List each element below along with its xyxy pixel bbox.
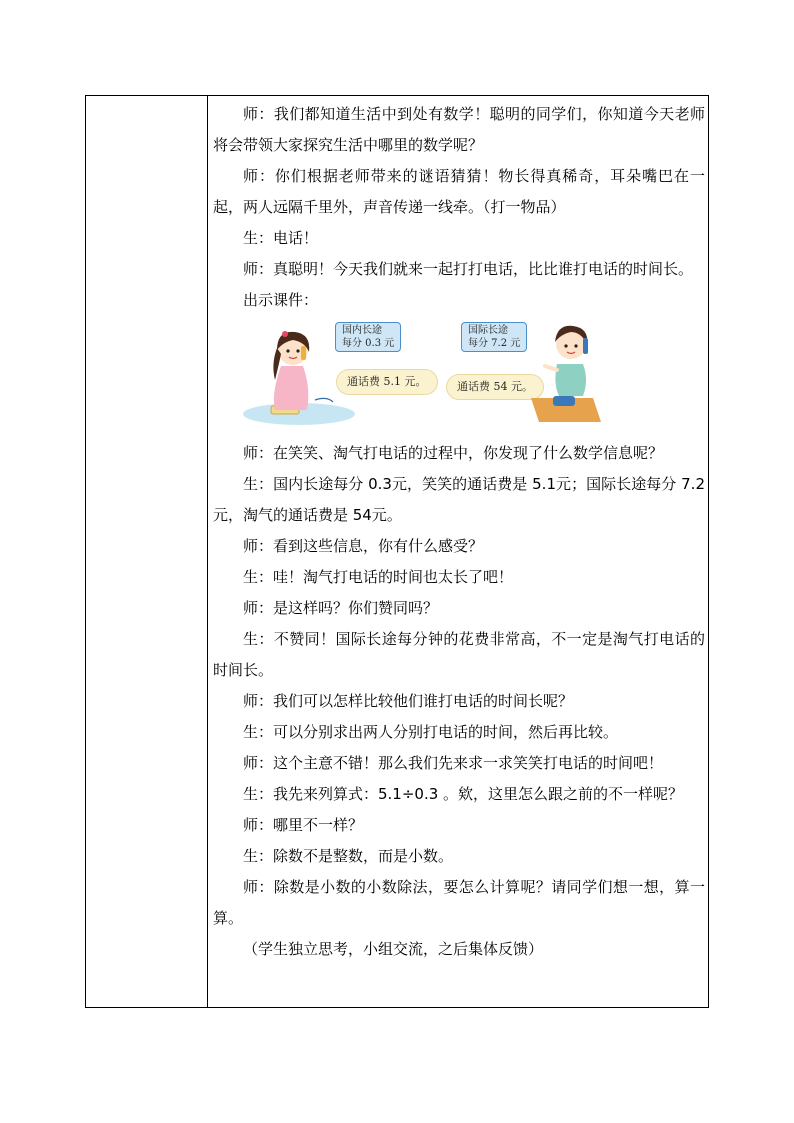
bubble-line: 国际长途	[468, 325, 508, 336]
paragraph: 师：真聪明！今天我们就来一起打打电话，比比谁打电话的时间长。	[243, 260, 694, 278]
paragraph: （学生独立思考，小组交流，之后集体反馈）	[243, 940, 544, 958]
lesson-table	[85, 95, 709, 1008]
bubble-line: 每分 7.2 元	[468, 338, 521, 349]
international-rate-bubble	[461, 322, 527, 352]
left-speech-bubble: 通话费 5.1 元。	[337, 370, 437, 394]
paragraph: 师：你们根据老师带来的谜语猜猜！物长得真稀奇，耳朵嘴巴在一起，两人远隔千里外，声音传递一线牵。（打一物品）	[213, 167, 705, 216]
paragraph: 师：在笑笑、淘气打电话的过程中，你发现了什么数学信息呢？	[243, 444, 664, 462]
paragraph: 生：可以分别求出两人分别打电话的时间，然后再比较。	[243, 723, 619, 741]
paragraph: 生：不赞同！国际长途每分钟的花费非常高，不一定是淘气打电话的时间长。	[213, 630, 705, 679]
boy-on-phone-illustration	[527, 318, 605, 430]
paragraph: 师：我们可以怎样比较他们谁打电话的时间长呢？	[243, 692, 574, 710]
paragraph: 生：除数不是整数，而是小数。	[243, 847, 454, 865]
paragraph: 师：哪里不一样？	[243, 816, 364, 834]
paragraph: 师：这个主意不错！那么我们先来求一求笑笑打电话的时间吧！	[243, 754, 664, 772]
column-divider	[207, 96, 208, 1007]
paragraph: 生：哇！淘气打电话的时间也太长了吧！	[243, 568, 514, 586]
paragraph: 师：是这样吗？你们赞同吗？	[243, 599, 439, 617]
paragraph: 师：看到这些信息，你有什么感受？	[243, 537, 484, 555]
paragraph: 出示课件：	[243, 291, 319, 309]
bubble-line: 每分 0.3 元	[342, 338, 395, 349]
domestic-rate-bubble	[335, 322, 401, 352]
bubble-line: 国内长途	[342, 325, 382, 336]
lesson-content-cell	[213, 99, 705, 965]
paragraph: 生：国内长途每分 0.3元，笑笑的通话费是 5.1元；国际长途每分 7.2元，淘气的通话费是 54元。	[213, 475, 705, 524]
courseware-illustration	[213, 318, 705, 438]
right-speech-bubble: 通话费 54 元。	[447, 375, 543, 399]
paragraph: 师：除数是小数的小数除法，要怎么计算呢？请同学们想一想，算一算。	[213, 878, 705, 927]
paragraph: 生：电话！	[243, 229, 319, 247]
paragraph: 师：我们都知道生活中到处有数学！聪明的同学们，你知道今天老师将会带领大家探究生活中哪里的数学呢？	[213, 105, 705, 154]
paragraph: 生：我先来列算式：5.1÷0.3 。欸，这里怎么跟之前的不一样呢？	[243, 785, 684, 803]
